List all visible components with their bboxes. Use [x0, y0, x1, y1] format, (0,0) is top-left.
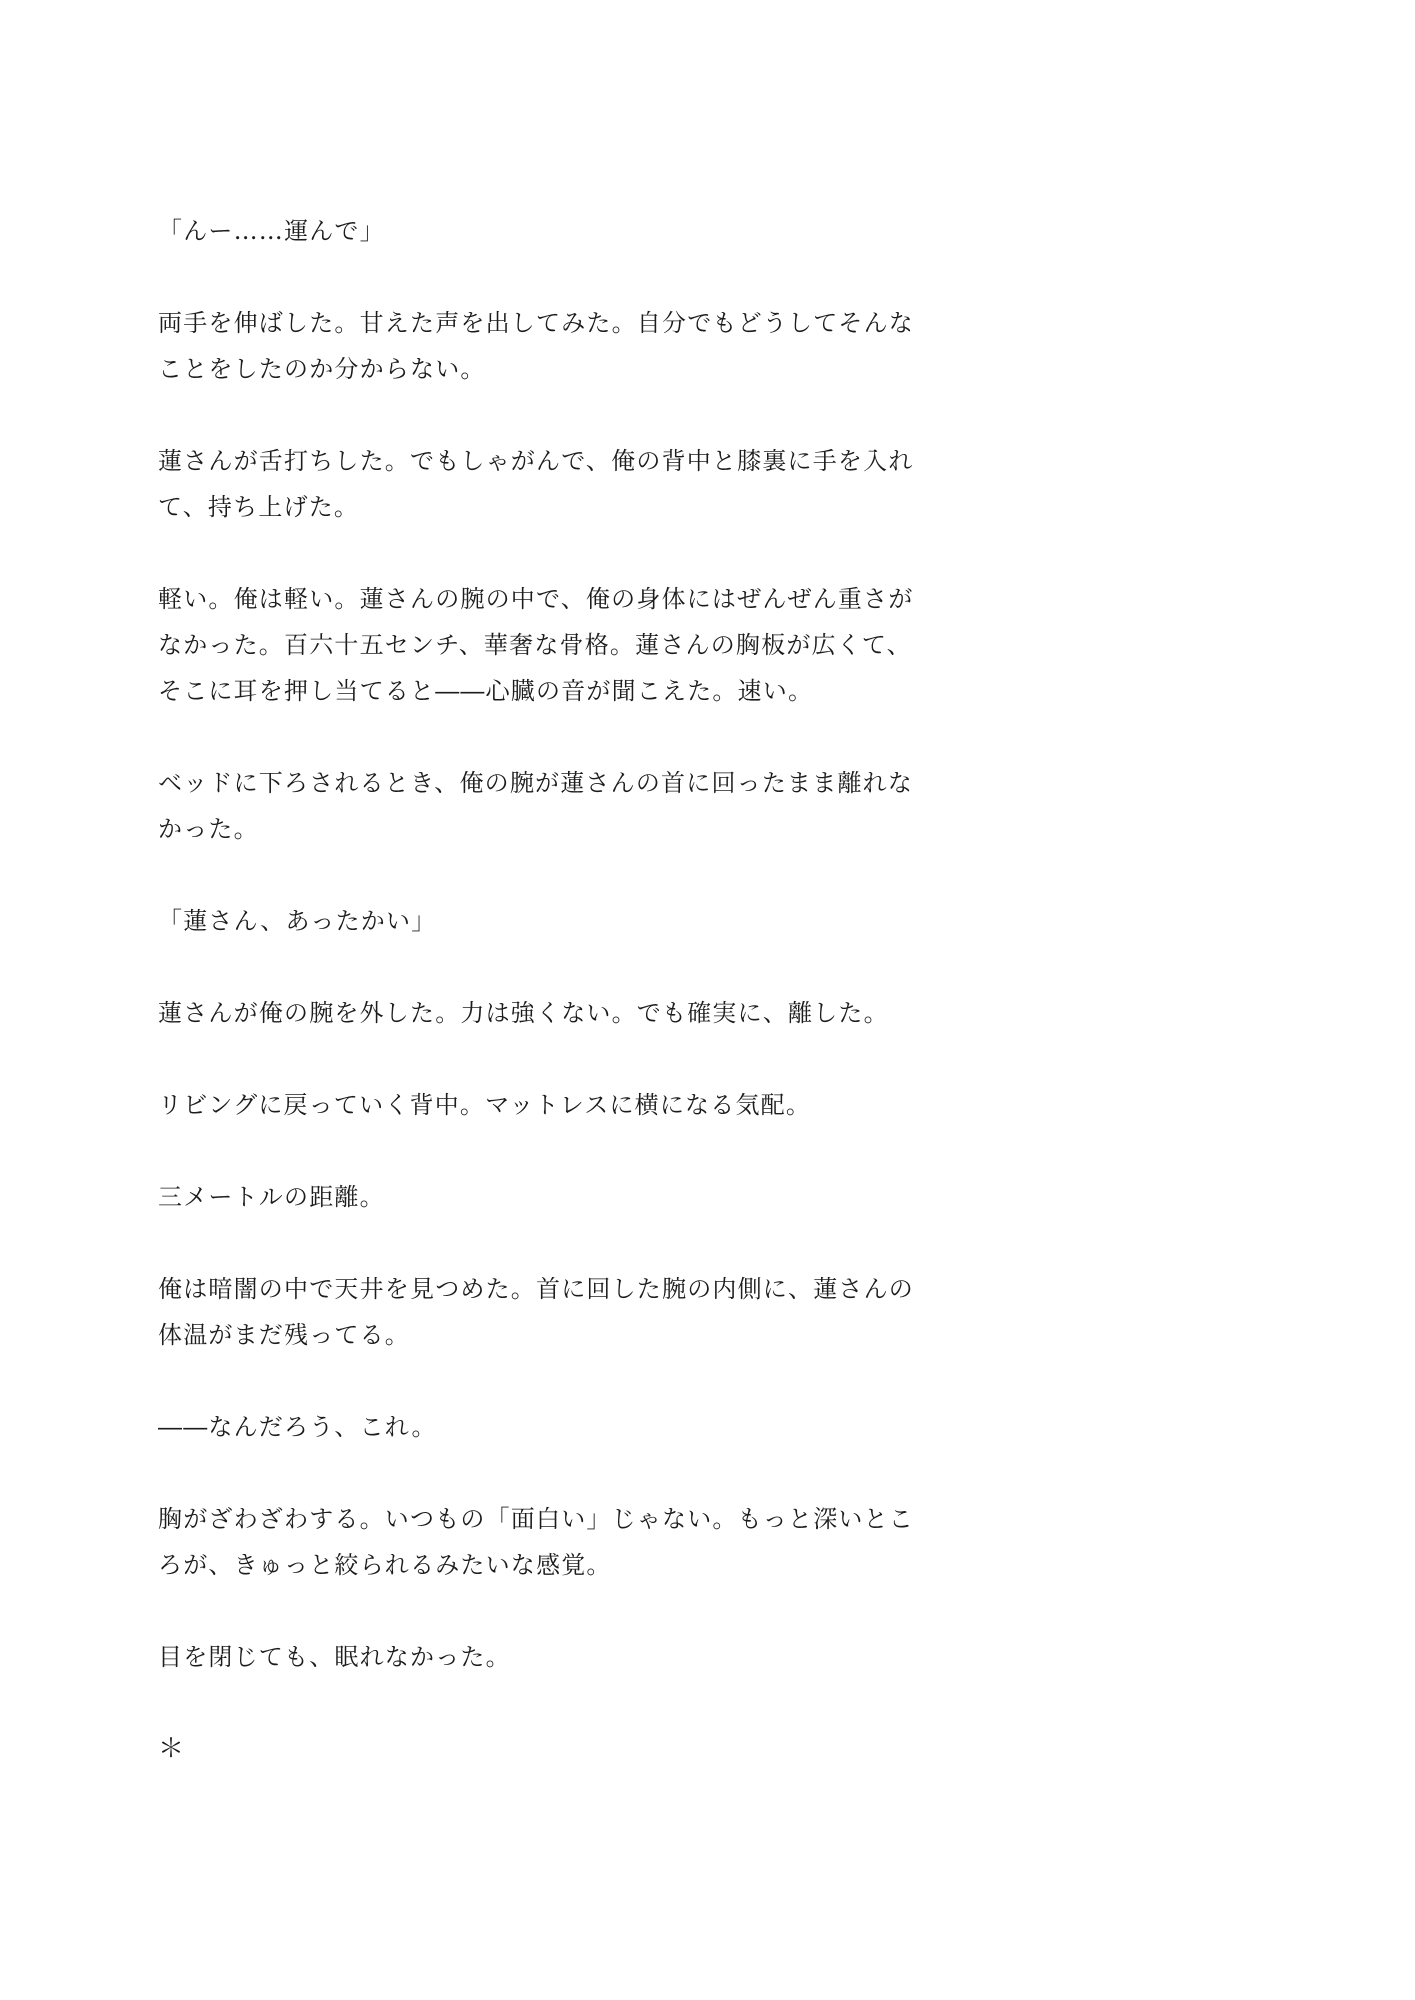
paragraph: ――なんだろう、これ。 — [158, 1413, 437, 1441]
paragraph: リビングに戻っていく背中。マットレスに横になる気配。 — [158, 1091, 812, 1119]
paragraph: 目を閉じても、眠れなかった。 — [158, 1643, 511, 1671]
paragraph: 三メートルの距離。 — [158, 1183, 385, 1211]
paragraph: 蓮さんが俺の腕を外した。力は強くない。でも確実に、離した。 — [158, 999, 889, 1027]
paragraph: 俺は暗闇の中で天井を見つめた。首に回した腕の内側に、蓮さんの体温がまだ残ってる。 — [158, 1275, 914, 1349]
paragraph: 軽い。俺は軽い。蓮さんの腕の中で、俺の身体にはぜんぜん重さがなかった。百六十五センチ、華奢な骨格。蓮さんの胸板が広くて、そこに耳を押し当てると――心臓の音が聞こえた。速い。 — [158, 585, 914, 705]
paragraph: 蓮さんが舌打ちした。でもしゃがんで、俺の背中と膝裏に手を入れて、持ち上げた。 — [158, 447, 914, 521]
prose-text-block — [158, 208, 923, 1772]
paragraph-dialogue: 「蓮さん、あったかい」 — [158, 907, 437, 935]
paragraph: 両手を伸ばした。甘えた声を出してみた。自分でもどうしてそんなことをしたのか分からない。 — [158, 309, 914, 383]
paragraph-dialogue: 「んー……運んで」 — [158, 217, 385, 245]
section-break-asterisk: ＊ — [158, 1734, 186, 1764]
paragraph: 胸がざわざわする。いつもの「面白い」じゃない。もっと深いところが、きゅっと絞られるみたいな感覚。 — [158, 1505, 914, 1579]
paragraph: ベッドに下ろされるとき、俺の腕が蓮さんの首に回ったまま離れなかった。 — [158, 769, 914, 843]
